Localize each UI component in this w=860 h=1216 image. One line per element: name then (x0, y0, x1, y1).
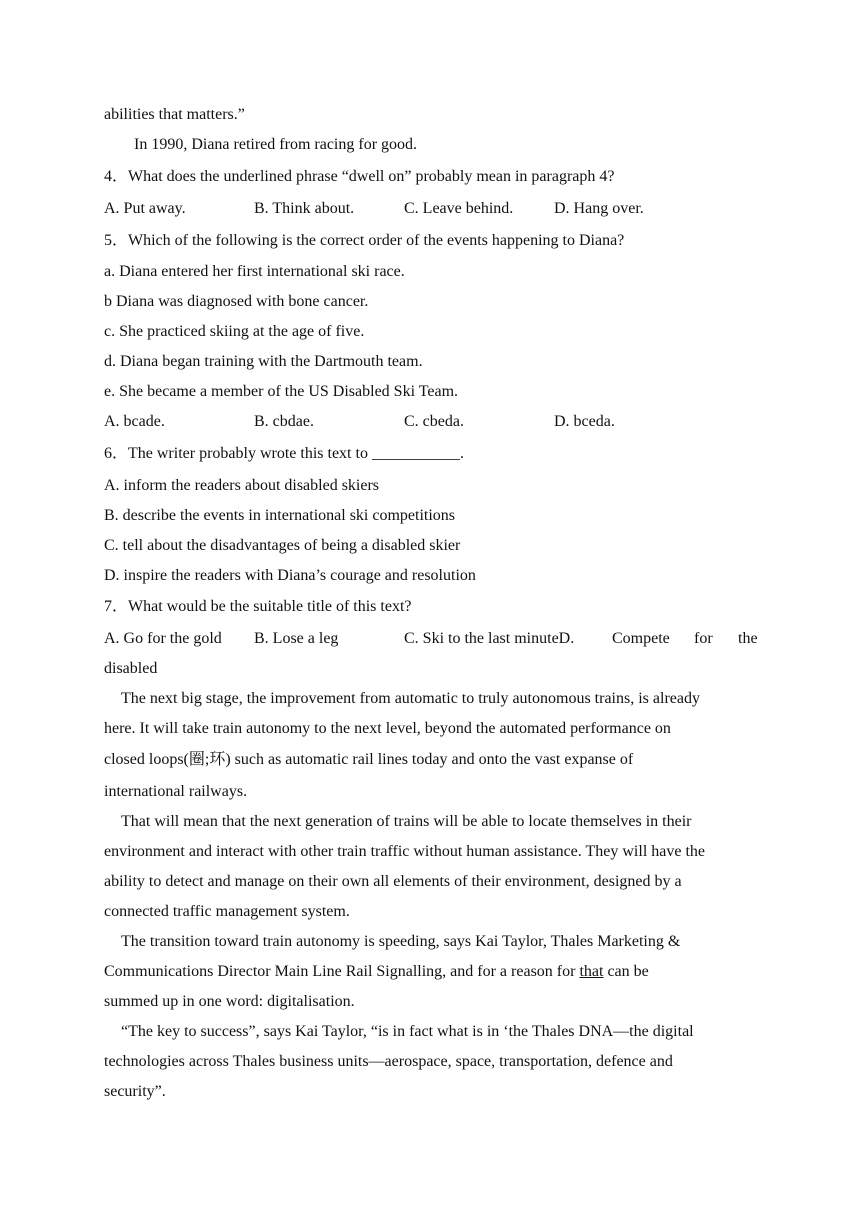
question-5: 5．Which of the following is the correct order of the events happening to Diana? (104, 232, 625, 249)
text-span: Communications Director Main Line Rail Signalling, and for a reason for (104, 963, 576, 980)
question-5-options (104, 412, 764, 432)
event-a: a. Diana entered her first international ski race. (104, 263, 405, 280)
paragraph-line: The next big stage, the improvement from automatic to truly autonomous trains, is already (121, 690, 700, 707)
event-d: d. Diana began training with the Dartmouth team. (104, 353, 423, 370)
paragraph-line: technologies across Thales business units—aerospace, space, transportation, defence and (104, 1053, 673, 1070)
option-a: A. Go for the gold (104, 630, 222, 647)
paragraph-line: environment and interact with other train traffic without human assistance. They will have the (104, 843, 706, 860)
text-line: In 1990, Diana retired from racing for good. (134, 136, 418, 153)
paragraph-line: security”. (104, 1083, 166, 1100)
paragraph-line: international railways. (104, 783, 248, 800)
question-4: 4．What does the underlined phrase “dwell on” probably mean in paragraph 4? (104, 168, 615, 185)
option-d: D. bceda. (554, 413, 615, 430)
option-b: B. describe the events in international ski competitions (104, 507, 456, 524)
option-c: C. tell about the disadvantages of being a disabled skier (104, 537, 461, 554)
event-e: e. She became a member of the US Disabled Ski Team. (104, 383, 459, 400)
paragraph-line: The transition toward train autonomy is speeding, says Kai Taylor, Thales Marketing & (121, 933, 681, 950)
question-4-options (104, 199, 764, 219)
event-b: b Diana was diagnosed with bone cancer. (104, 293, 369, 310)
text-line: disabled (104, 660, 158, 677)
question-7-options (104, 629, 760, 649)
option-b: B. Think about. (254, 200, 355, 217)
option-a: A. inform the readers about disabled skiers (104, 477, 380, 494)
option-c: C. cbeda. (404, 413, 464, 430)
option-b: B. Lose a leg (254, 630, 339, 647)
question-6: 6．The writer probably wrote this text to ___________. (104, 445, 464, 462)
option-d-word: the (738, 630, 758, 647)
option-d-word: for (694, 630, 713, 647)
text-line: abilities that matters.” (104, 106, 245, 123)
option-c: C. Ski to the last minuteD. (404, 630, 575, 647)
paragraph-line: closed loops(圈;环) such as automatic rail lines today and onto the vast expanse of (104, 751, 634, 768)
paragraph-line: “The key to success”, says Kai Taylor, “is in fact what is in ‘the Thales DNA—the digital (121, 1023, 694, 1040)
paragraph-line: summed up in one word: digitalisation. (104, 993, 355, 1010)
option-a: A. bcade. (104, 413, 165, 430)
event-c: c. She practiced skiing at the age of five. (104, 323, 365, 340)
paragraph-line: That will mean that the next generation of trains will be able to locate themselves in their (121, 813, 692, 830)
text-span: can be (603, 963, 649, 980)
option-a: A. Put away. (104, 200, 186, 217)
question-7: 7．What would be the suitable title of this text? (104, 598, 412, 615)
paragraph-line: here. It will take train autonomy to the next level, beyond the automated performance on (104, 720, 671, 737)
paragraph-line: connected traffic management system. (104, 903, 350, 920)
underlined-word: that (579, 963, 604, 980)
paragraph-line: ability to detect and manage on their own all elements of their environment, designed by a (104, 873, 682, 890)
option-c: C. Leave behind. (404, 200, 514, 217)
paragraph-line (104, 962, 649, 982)
option-b: B. cbdae. (254, 413, 314, 430)
option-d: D. inspire the readers with Diana’s courage and resolution (104, 567, 476, 584)
option-d: D. Hang over. (554, 200, 644, 217)
option-d: Compete (612, 630, 670, 647)
